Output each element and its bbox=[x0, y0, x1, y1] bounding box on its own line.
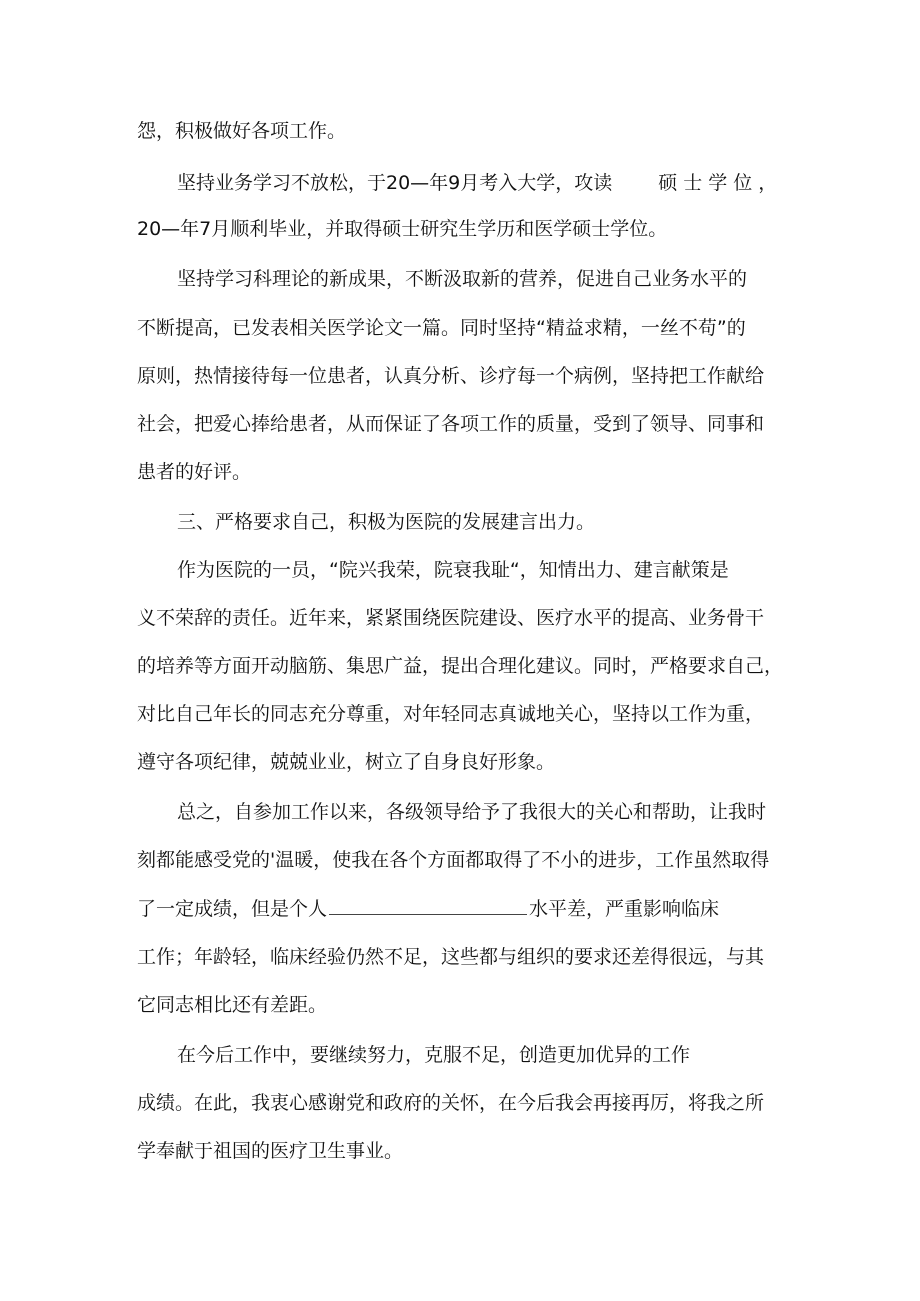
text-line: 20—年7月顺利毕业，并取得硕士研究生学历和医学硕士学位。 bbox=[137, 218, 668, 240]
text-line: 工作；年龄轻，临床经验仍然不足，这些都与组织的要求还差得很远，与其 bbox=[137, 946, 765, 968]
text-line: 学奉献于祖国的医疗卫生事业。 bbox=[137, 1140, 404, 1162]
text-span: 水平差，严重影响临床 bbox=[529, 898, 720, 920]
text-line: 原则，热情接待每一位患者，认真分析、诊疗每一个病例，坚持把工作献给 bbox=[137, 365, 765, 387]
text-line: 总之，自参加工作以来，各级领导给予了我很大的关心和帮助，让我时 bbox=[177, 801, 767, 823]
text-line: 成绩。在此，我衷心感谢党和政府的关怀，在今后我会再接再厉，将我之所 bbox=[137, 1092, 765, 1114]
text-line: 它同志相比还有差距。 bbox=[137, 994, 328, 1016]
text-line: 患者的好评。 bbox=[137, 461, 252, 483]
text-line: 怨，积极做好各项工作。 bbox=[137, 120, 347, 142]
text-span: 坚持业务学习不放松，于20—年9月考入大学，攻读 bbox=[177, 172, 613, 194]
text-line: 坚持学习科理论的新成果，不断汲取新的营养，促进自己业务水平的 bbox=[177, 268, 748, 290]
text-line: 不断提高，已发表相关医学论文一篇。同时坚持“精益求精，一丝不苟”的 bbox=[137, 317, 746, 339]
text-span: 了一定成绩，但是个人 bbox=[137, 898, 328, 920]
fill-in-blank bbox=[329, 896, 527, 915]
text-span: 硕士学位， bbox=[658, 172, 784, 194]
text-line bbox=[177, 170, 783, 196]
text-line: 遵守各项纪律，兢兢业业，树立了自身良好形象。 bbox=[137, 751, 556, 773]
text-line: 对比自己年长的同志充分尊重，对年轻同志真诚地关心，坚持以工作为重， bbox=[137, 703, 765, 725]
text-line: 刻都能感受党的'温暖，使我在各个方面都取得了不小的进步，工作虽然取得 bbox=[137, 849, 770, 871]
text-line: 义不荣辞的责任。近年来，紧紧围绕医院建设、医疗水平的提高、业务骨干 bbox=[137, 607, 765, 629]
text-line bbox=[137, 896, 719, 922]
text-line: 作为医院的一员，“院兴我荣，院衰我耻“，知情出力、建言献策是 bbox=[177, 559, 729, 581]
text-line: 在今后工作中，要继续努力，克服不足，创造更加优异的工作 bbox=[177, 1044, 691, 1066]
text-line: 的培养等方面开动脑筋、集思广益，提出合理化建议。同时，严格要求自己， bbox=[137, 655, 784, 677]
text-line: 社会，把爱心捧给患者，从而保证了各项工作的质量，受到了领导、同事和 bbox=[137, 413, 765, 435]
section-heading: 三、严格要求自己，积极为医院的发展建言出力。 bbox=[177, 511, 596, 533]
